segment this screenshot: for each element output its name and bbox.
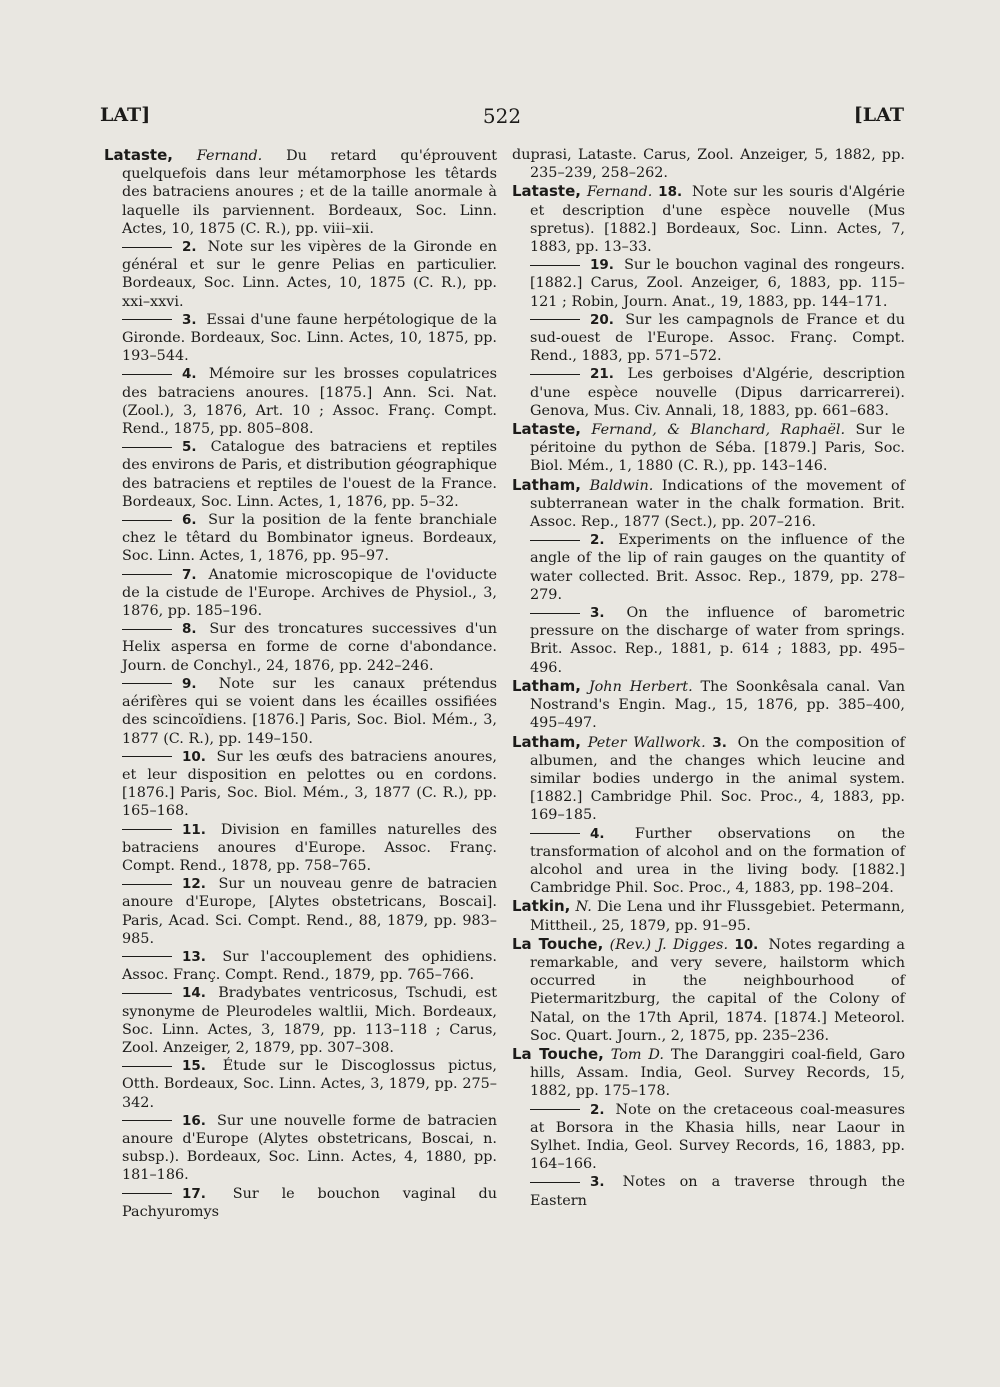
entry-text: Further observations on the transformation of alcohol and on the formation of alcohol and urea in the living body. [1882.] Cambridge Phil. Soc. Proc., 4, 1883, pp. 198–204. bbox=[530, 825, 906, 897]
bibliography-entry bbox=[104, 438, 497, 511]
ditto-rule bbox=[530, 540, 580, 541]
entry-number: 4. bbox=[590, 825, 605, 842]
entry-author: Lataste, bbox=[512, 182, 581, 201]
bibliography-entry bbox=[512, 897, 905, 934]
entry-number: 13. bbox=[182, 948, 206, 965]
entry-number: 14. bbox=[182, 985, 206, 1002]
entry-text: Sur l'accouplement des ophidiens. Assoc. Franç. Compt. Rend., 1879, pp. 765–766. bbox=[122, 948, 497, 984]
entry-text: Sur des troncatures successives d'un Helix aspersa en forme de corne d'abondance. Journ. de Conchyl., 24, 1876, pp. 242–246. bbox=[122, 621, 497, 674]
entry-text: Note sur les canaux prétendus aérifères qui se voient dans les écailles ossifiées des scincoïdiens. [1876.] Paris, Soc. Biol. Mém., 3, 1877 (C. R.), pp. 149–150. bbox=[122, 675, 497, 747]
entry-number: 21. bbox=[590, 366, 614, 383]
entry-author: Lataste, bbox=[512, 420, 581, 439]
entry-given-name: Fernand, & Blanchard, Raphaël. bbox=[591, 422, 846, 439]
bibliography-entry bbox=[104, 365, 497, 438]
ditto-rule bbox=[122, 884, 172, 885]
entry-number: 18. bbox=[658, 184, 683, 201]
entry-text: Die Lena und ihr Flussgebiet. Petermann, Mittheil., 25, 1879, pp. 91–95. bbox=[530, 899, 905, 934]
entry-text: Sur les campagnols de France et du sud-ouest de l'Europe. Assoc. Franç. Compt. Rend., 1883, pp. 571–572. bbox=[530, 311, 905, 365]
entry-number: 10. bbox=[734, 936, 759, 953]
entry-given-name: Peter Wallwork. bbox=[587, 734, 706, 751]
bibliography-entry bbox=[104, 566, 497, 621]
entry-text: Sur une nouvelle forme de batracien anoure d'Europe (Alytes obstetricans, Boscai, n. subsp.). Bordeaux, Soc. Linn. Actes, 4, 1880, pp. 181–186. bbox=[122, 1112, 497, 1184]
bibliography-entry bbox=[512, 256, 905, 311]
bibliography-entry bbox=[104, 748, 497, 821]
entry-text: Mémoire sur les brosses copulatrices des batraciens anoures. [1875.] Ann. Sci. Nat. (Zool.), 3, 1876, Art. 10 ; Assoc. Franç. Compt. Rend., 1875, pp. 805–808. bbox=[122, 366, 497, 438]
bibliography-entry bbox=[512, 935, 905, 1045]
entry-text: Étude sur le Discoglossus pictus, Otth. Bordeaux, Soc. Linn. Actes, 3, 1879, pp. 275–342. bbox=[122, 1058, 497, 1111]
bibliography-entry bbox=[512, 604, 905, 677]
bibliography-entry bbox=[512, 733, 905, 825]
running-header bbox=[100, 104, 904, 134]
entry-text: Sur les œufs des batraciens anoures, et leur disposition en pelottes ou en cordons. [1876.] Paris, Soc. Biol. Mém., 3, 1877 (C. R.), pp. 165–168. bbox=[122, 748, 498, 820]
bibliography-entry bbox=[104, 146, 497, 238]
bibliography-entry bbox=[104, 1185, 497, 1221]
entry-text: Les gerboises d'Algérie, description d'une espèce nouvelle (Dipus darricarrerei). Genova, Mus. Civ. Annali, 18, 1883, pp. 661–683. bbox=[530, 366, 906, 419]
ditto-rule bbox=[530, 613, 580, 614]
ditto-rule bbox=[122, 1193, 172, 1194]
entry-number: 3. bbox=[712, 734, 727, 751]
entry-given-name: Tom D. bbox=[610, 1046, 664, 1063]
entry-text: Note on the cretaceous coal-measures at Borsora in the Khasia hills, near Laour in Sylhet. India, Geol. Survey Records, 16, 1883, pp. 164–166. bbox=[530, 1101, 905, 1173]
ditto-rule bbox=[122, 574, 172, 575]
entry-number: 3. bbox=[590, 605, 605, 622]
entry-author: La Touche, bbox=[512, 934, 604, 953]
ditto-rule bbox=[530, 265, 580, 266]
entry-text: Note sur les souris d'Algérie et description d'une espèce nouvelle (Mus spretus). [1882.] Bordeaux, Soc. Linn. Actes, 7, 1883, pp. 13–33. bbox=[530, 184, 906, 256]
entry-text: Du retard qu'éprouvent quelquefois dans leur métamorphose les têtards des batraciens anoures ; et de la taille anormale à laquelle ils parviennent. Bordeaux, Soc. Linn. Actes, 10, 1875 (C. R.), pp. viii–xii. bbox=[122, 148, 498, 237]
ditto-rule bbox=[122, 1120, 172, 1121]
bibliography-entry bbox=[104, 948, 497, 984]
entry-given-name: Fernand. bbox=[196, 148, 263, 164]
ditto-rule bbox=[122, 993, 172, 994]
bibliography-entry bbox=[104, 311, 497, 366]
ditto-rule bbox=[122, 1066, 172, 1067]
entry-number: 10. bbox=[182, 748, 206, 765]
entry-number: 9. bbox=[182, 675, 197, 692]
ditto-rule bbox=[122, 629, 172, 630]
entry-author: Latham, bbox=[512, 732, 581, 751]
ditto-rule bbox=[122, 683, 172, 684]
bibliography-entry bbox=[104, 511, 497, 566]
bibliography-entry bbox=[104, 238, 497, 311]
left-column bbox=[104, 146, 497, 1221]
entry-text: duprasi, Lataste. Carus, Zool. Anzeiger, 5, 1882, pp. 235–239, 258–262. bbox=[512, 147, 905, 182]
ditto-rule bbox=[122, 956, 172, 957]
entry-text: The Daranggiri coal-field, Garo hills, Assam. India, Geol. Survey Records, 15, 1882, pp. 175–178. bbox=[530, 1046, 906, 1100]
ditto-rule bbox=[122, 756, 172, 757]
bibliography-entry bbox=[512, 1101, 905, 1174]
bibliography-entry bbox=[512, 476, 905, 532]
entry-number: 4. bbox=[182, 366, 197, 383]
bibliography-entry bbox=[104, 1112, 497, 1185]
bibliography-entry bbox=[512, 825, 905, 898]
entry-number: 16. bbox=[182, 1112, 206, 1129]
bibliography-entry bbox=[104, 875, 497, 948]
entry-text: Sur le bouchon vaginal des rongeurs. [1882.] Carus, Zool. Anzeiger, 6, 1883, pp. 115–121 ; Robin, Journ. Anat., 19, 1883, pp. 144–171. bbox=[530, 257, 905, 310]
ditto-rule bbox=[122, 319, 172, 320]
bibliography-entry bbox=[512, 182, 905, 256]
entry-text: Sur un nouveau genre de batracien anoure d'Europe, [Alytes obstetricans, Boscai]. Paris, Acad. Sci. Compt. Rend., 88, 1879, pp. 983–985. bbox=[122, 876, 497, 947]
right-column bbox=[512, 146, 905, 1210]
entry-author: Lataste, bbox=[104, 146, 173, 164]
entry-text: Division en familles naturelles des batraciens anoures d'Europe. Assoc. Franç. Compt. Rend., 1878, pp. 758–765. bbox=[122, 821, 497, 874]
bibliography-entry bbox=[104, 984, 497, 1057]
entry-text: Essai d'une faune herpétologique de la Gironde. Bordeaux, Soc. Linn. Actes, 10, 1875, pp. 193–544. bbox=[122, 311, 497, 365]
entry-text: Bradybates ventricosus, Tschudi, est synonyme de Pleurodeles waltlii, Mich. Bordeaux, Soc. Linn. Actes, 3, 1879, pp. 113–118 ; Carus, Zool. Anzeiger, 2, 1879, pp. 307–308. bbox=[122, 985, 497, 1056]
entry-number: 20. bbox=[590, 311, 614, 328]
entry-given-name: John Herbert. bbox=[588, 678, 693, 695]
bibliography-entry bbox=[512, 1045, 905, 1101]
entry-text: On the composition of albumen, and the changes which leucine and similar bodies undergo in the animal system. [1882.] Cambridge Phil. Soc. Proc., 4, 1883, pp. 169–185. bbox=[530, 734, 906, 824]
entry-given-name: N. bbox=[575, 899, 592, 916]
entry-number: 11. bbox=[182, 821, 206, 838]
entry-text: Experiments on the influence of the angle of the lip of rain gauges on the quantity of water collected. Brit. Assoc. Rep., 1879, pp. 278–279. bbox=[530, 532, 905, 603]
entry-author: Latham, bbox=[512, 676, 581, 695]
bibliography-entry bbox=[512, 531, 905, 604]
ditto-rule bbox=[122, 374, 172, 375]
entry-number: 15. bbox=[182, 1058, 206, 1075]
entry-text: Notes regarding a remarkable, and very severe, hailstorm which occurred in the neighbourhood of Pietermaritzburg, the capital of the Colony of Natal, on the 17th April, 1874. [1874.] Meteorol. Soc. Quart. Journ., 2, 1875, pp. 235–236. bbox=[530, 936, 906, 1044]
bibliography-entry bbox=[512, 311, 905, 366]
ditto-rule bbox=[530, 1109, 580, 1110]
entry-number: 2. bbox=[590, 532, 605, 549]
ditto-rule bbox=[530, 1182, 580, 1183]
ditto-rule bbox=[122, 520, 172, 521]
entry-text: Sur la position de la fente branchiale chez le têtard du Bombinator igneus. Bordeaux, Soc. Linn. Actes, 1, 1876, pp. 95–97. bbox=[122, 512, 498, 565]
header-left: LAT] bbox=[100, 104, 151, 126]
ditto-rule bbox=[122, 829, 172, 830]
entry-text: Notes on a traverse through the Eastern bbox=[530, 1174, 905, 1209]
entry-given-name: Baldwin. bbox=[589, 477, 654, 494]
bibliography-entry bbox=[512, 146, 905, 182]
entry-number: 17. bbox=[182, 1185, 206, 1202]
bibliography-entry bbox=[512, 365, 905, 420]
ditto-rule bbox=[530, 833, 580, 834]
entry-text: Sur le bouchon vaginal du Pachyuromys bbox=[122, 1185, 498, 1220]
bibliography-entry bbox=[104, 1057, 497, 1112]
bibliography-entry bbox=[512, 1173, 905, 1209]
entry-number: 2. bbox=[182, 239, 197, 256]
entry-text: Indications of the movement of subterranean water in the chalk formation. Brit. Assoc. Rep., 1877 (Sect.), pp. 207–216. bbox=[530, 477, 905, 531]
entry-given-name: (Rev.) J. Digges. bbox=[609, 936, 729, 953]
entry-number: 8. bbox=[182, 621, 197, 638]
entry-text: Sur le péritoine du python de Séba. [1879.] Paris, Soc. Biol. Mém., 1, 1880 (C. R.), pp. 143–146. bbox=[530, 422, 905, 475]
entry-number: 2. bbox=[590, 1101, 605, 1118]
entry-author: Latkin, bbox=[512, 897, 571, 916]
entry-given-name: Fernand. bbox=[586, 184, 653, 201]
entry-number: 3. bbox=[590, 1174, 605, 1191]
bibliography-entry bbox=[104, 620, 497, 675]
bibliography-entry bbox=[104, 675, 497, 748]
entry-number: 5. bbox=[182, 439, 197, 456]
entry-number: 19. bbox=[590, 257, 614, 274]
entry-text: The Soonkêsala canal. Van Nostrand's Engin. Mag., 15, 1876, pp. 385–400, 495–497. bbox=[530, 678, 905, 732]
ditto-rule bbox=[122, 447, 172, 448]
entry-text: Anatomie microscopique de l'oviducte de la cistude de l'Europe. Archives de Physiol., 3, 1876, pp. 185–196. bbox=[122, 566, 498, 620]
header-right: [LAT bbox=[853, 104, 904, 126]
ditto-rule bbox=[530, 374, 580, 375]
entry-number: 3. bbox=[182, 311, 197, 328]
entry-text: On the influence of barometric pressure on the discharge of water from springs. Brit. Assoc. Rep., 1881, p. 614 ; 1883, pp. 495–496. bbox=[530, 605, 905, 676]
ditto-rule bbox=[530, 319, 580, 320]
entry-author: La Touche, bbox=[512, 1044, 604, 1063]
entry-number: 12. bbox=[182, 876, 206, 893]
entry-number: 7. bbox=[182, 566, 197, 583]
entry-text: Catalogue des batraciens et reptiles des environs de Paris, et distribution géographique des batraciens et reptiles de l'ouest de la France. Bordeaux, Soc. Linn. Actes, 1, 1876, pp. 5–32. bbox=[122, 439, 497, 510]
bibliography-entry bbox=[104, 821, 497, 876]
entry-author: Latham, bbox=[512, 475, 581, 494]
page-number: 522 bbox=[482, 104, 522, 128]
bibliography-entry bbox=[512, 677, 905, 733]
entry-number: 6. bbox=[182, 512, 197, 529]
bibliography-entry bbox=[512, 420, 905, 476]
entry-text: Note sur les vipères de la Gironde en général et sur le genre Pelias en particulier. Bordeaux, Soc. Linn. Actes, 10, 1875 (C. R.), pp. xxi–xxvi. bbox=[122, 239, 498, 310]
ditto-rule bbox=[122, 247, 172, 248]
